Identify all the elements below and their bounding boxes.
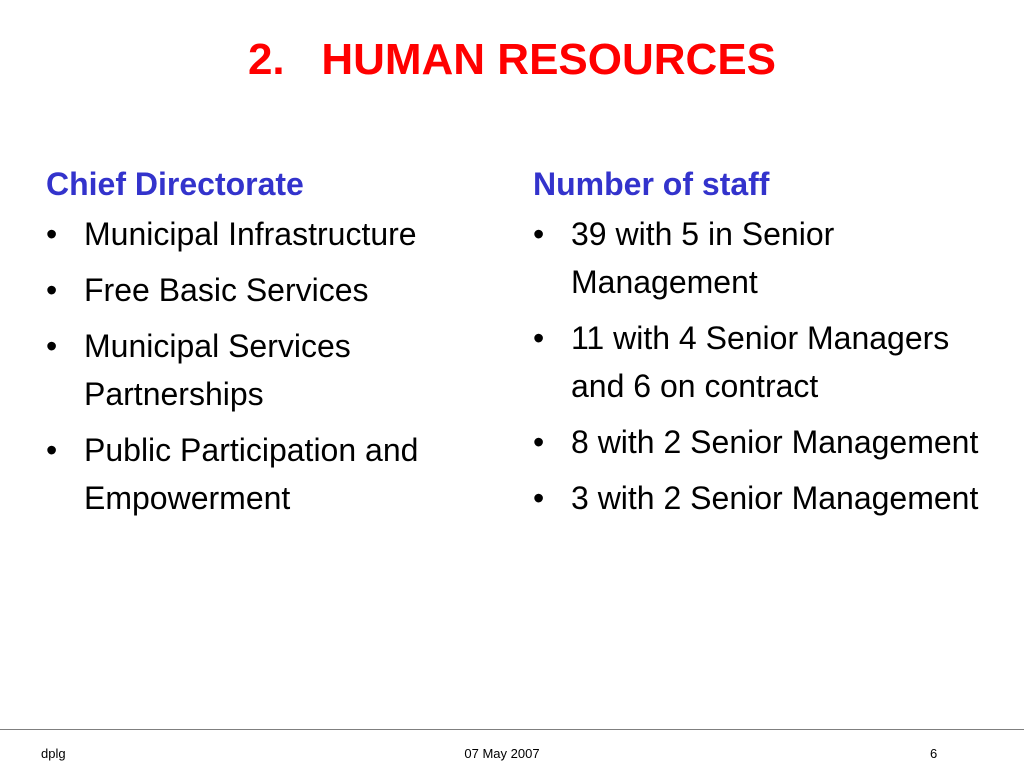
bullet-icon: • (46, 216, 58, 252)
list-item (46, 322, 466, 418)
list-item-text: Municipal Services Partnerships (84, 328, 351, 412)
bullet-icon: • (46, 328, 58, 364)
bullet-icon: • (533, 424, 545, 460)
list-item-text: 11 with 4 Senior Managers and 6 on contract (571, 320, 950, 404)
list-item (533, 210, 993, 306)
list-item-text: 8 with 2 Senior Management (571, 424, 979, 460)
bullet-icon: • (533, 480, 545, 516)
list-item-text: Municipal Infrastructure (84, 216, 417, 252)
footer-organization: dplg (41, 746, 66, 761)
list-item (533, 314, 993, 410)
list-item-text: 39 with 5 in Senior Management (571, 216, 835, 300)
list-item-text: Free Basic Services (84, 272, 369, 308)
chief-directorate-column (46, 160, 466, 530)
number-of-staff-list (533, 210, 993, 522)
chief-directorate-heading: Chief Directorate (46, 166, 304, 202)
slide-title: 2. HUMAN RESOURCES (247, 35, 777, 84)
number-of-staff-heading: Number of staff (533, 166, 770, 202)
footer-page-number: 6 (930, 746, 938, 761)
list-item (46, 426, 466, 522)
footer-date: 07 May 2007 (464, 746, 540, 761)
list-item (533, 418, 993, 466)
number-of-staff-column (533, 160, 993, 530)
list-item (533, 474, 993, 522)
bullet-icon: • (46, 272, 58, 308)
bullet-icon: • (46, 432, 58, 468)
list-item (46, 210, 466, 258)
bullet-icon: • (533, 216, 545, 252)
footer-divider (0, 729, 1024, 730)
list-item-text: 3 with 2 Senior Management (571, 480, 979, 516)
bullet-icon: • (533, 320, 545, 356)
list-item-text: Public Participation and Empowerment (84, 432, 419, 516)
list-item (46, 266, 466, 314)
chief-directorate-list (46, 210, 466, 522)
